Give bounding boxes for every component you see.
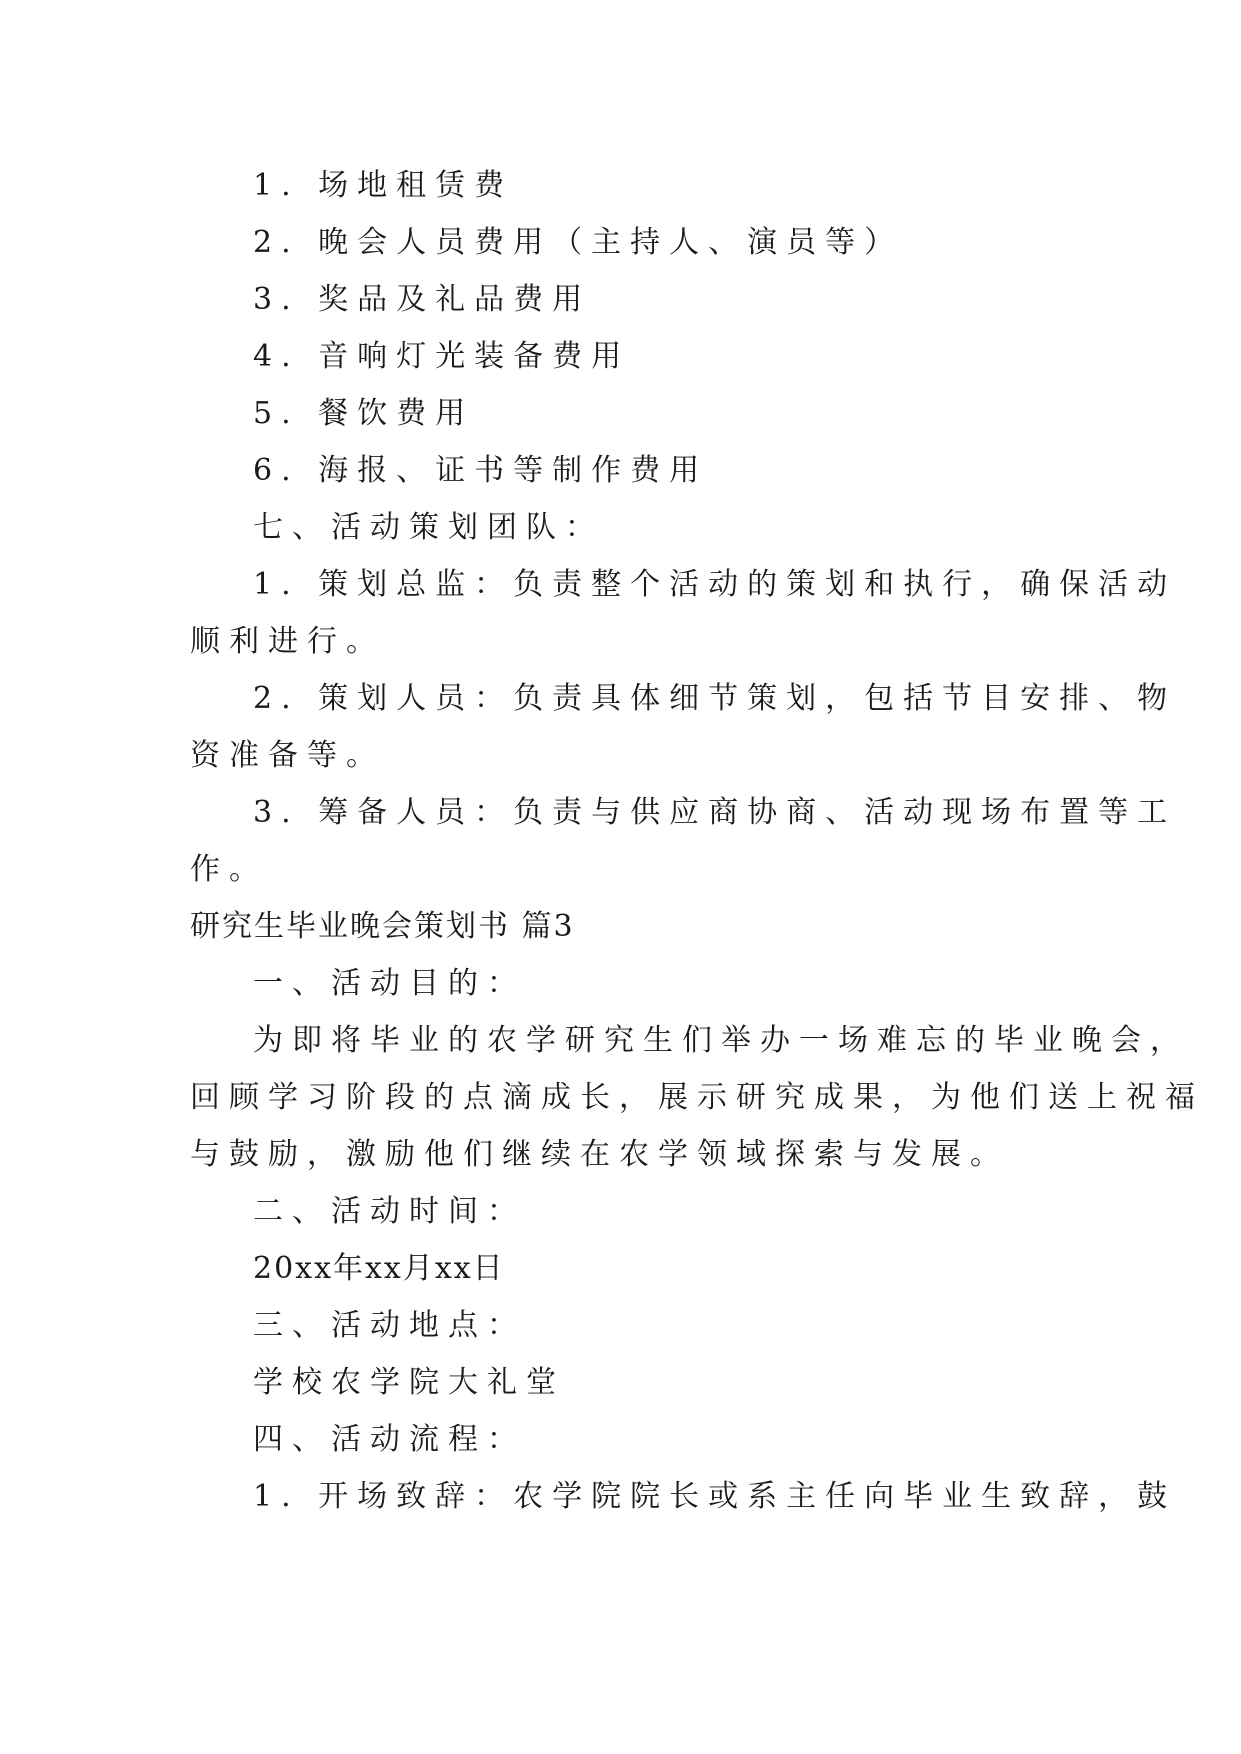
- team-item-preparers-line2: 作。: [190, 852, 268, 887]
- event-location: 学校农学院大礼堂: [253, 1365, 565, 1400]
- team-item-director-line1: 1. 策划总监：负责整个活动的策划和执行，确保活动: [253, 567, 1177, 602]
- section-heading-planning-team: 七、活动策划团队：: [253, 510, 604, 545]
- budget-item-staff-fees: 2. 晚会人员费用（主持人、演员等）: [253, 225, 904, 260]
- budget-item-prizes-gifts: 3. 奖品及礼品费用: [253, 282, 592, 317]
- purpose-paragraph-line3: 与鼓励，激励他们继续在农学领域探索与发展。: [190, 1137, 1009, 1172]
- budget-item-catering: 5. 餐饮费用: [253, 396, 475, 431]
- team-item-director-line2: 顺利进行。: [190, 624, 385, 659]
- agenda-item-opening-speech: 1. 开场致辞：农学院院长或系主任向毕业生致辞，鼓: [253, 1479, 1177, 1514]
- budget-item-sound-lighting: 4. 音响灯光装备费用: [253, 339, 631, 374]
- team-item-preparers-line1: 3. 筹备人员：负责与供应商协商、活动现场布置等工: [253, 795, 1177, 830]
- budget-item-venue-rental: 1. 场地租赁费: [253, 168, 514, 203]
- section-heading-purpose: 一、活动目的：: [253, 966, 526, 1001]
- section-heading-location: 三、活动地点：: [253, 1308, 526, 1343]
- team-item-planners-line1: 2. 策划人员：负责具体细节策划，包括节目安排、物: [253, 681, 1177, 716]
- event-date: 20xx年xx月xx日: [253, 1251, 505, 1286]
- article-title: 研究生毕业晚会策划书 篇3: [190, 909, 575, 944]
- team-item-planners-line2: 资准备等。: [190, 738, 385, 773]
- budget-item-posters-certificates: 6. 海报、证书等制作费用: [253, 453, 709, 488]
- purpose-paragraph-line2: 回顾学习阶段的点滴成长，展示研究成果，为他们送上祝福: [190, 1080, 1204, 1115]
- purpose-paragraph-line1: 为即将毕业的农学研究生们举办一场难忘的毕业晚会，: [253, 1023, 1189, 1058]
- section-heading-agenda: 四、活动流程：: [253, 1422, 526, 1457]
- section-heading-time: 二、活动时间：: [253, 1194, 526, 1229]
